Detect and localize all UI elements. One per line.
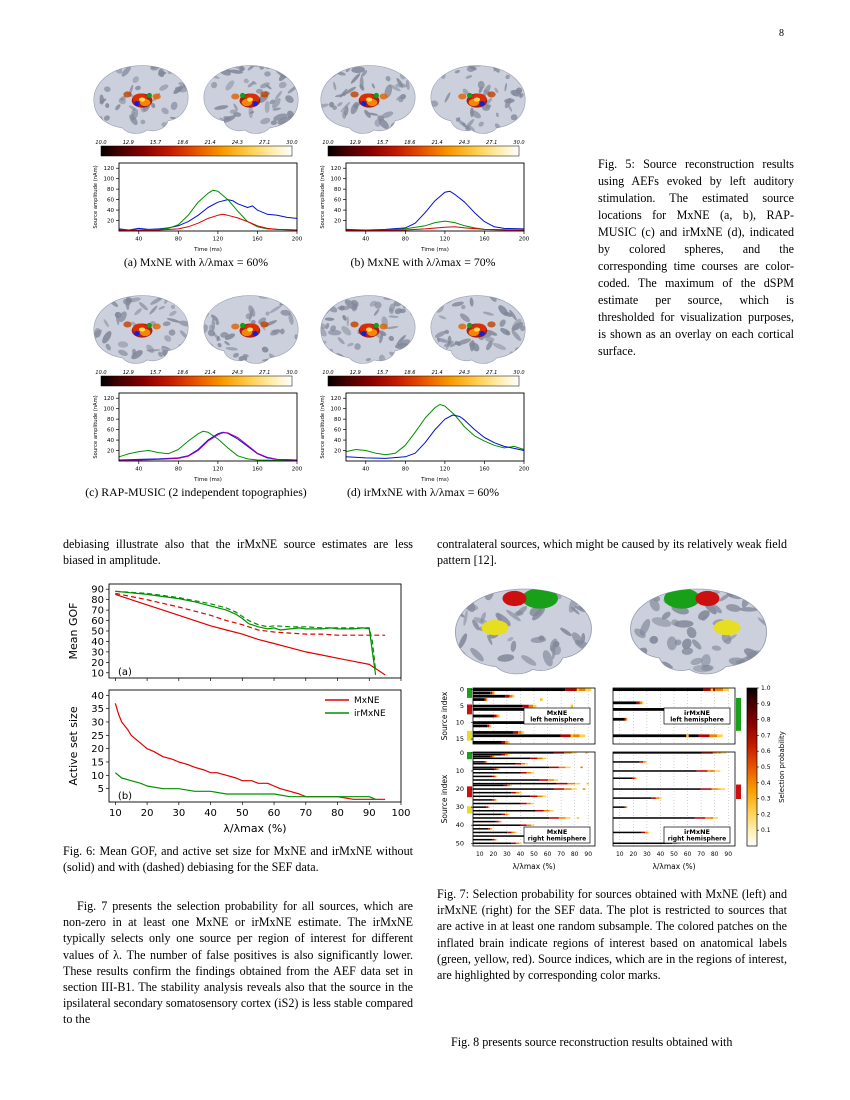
fig6-caption: Fig. 6: Mean GOF, and active set size for MxNE and irMxNE without (solid) and with (dashed) debiasing for the SEF data. — [63, 844, 413, 875]
svg-text:18.6: 18.6 — [176, 370, 188, 376]
svg-text:25: 25 — [91, 730, 104, 742]
svg-text:1.0: 1.0 — [761, 685, 771, 692]
svg-text:90: 90 — [724, 851, 733, 858]
svg-text:40: 40 — [134, 466, 142, 473]
svg-text:80: 80 — [106, 187, 114, 194]
source-time-course-plot — [89, 158, 304, 253]
svg-text:50: 50 — [91, 626, 104, 638]
svg-text:right hemisphere: right hemisphere — [667, 835, 727, 843]
svg-text:λ/λmax (%): λ/λmax (%) — [512, 862, 556, 871]
svg-text:100: 100 — [103, 176, 114, 183]
svg-text:40: 40 — [134, 236, 142, 243]
svg-text:40: 40 — [516, 851, 525, 858]
svg-text:30.0: 30.0 — [285, 140, 298, 146]
svg-text:Selection probability: Selection probability — [778, 731, 786, 803]
svg-text:80: 80 — [91, 595, 104, 607]
svg-text:0.7: 0.7 — [761, 732, 771, 740]
svg-text:5: 5 — [459, 702, 464, 711]
svg-text:0.6: 0.6 — [761, 748, 771, 756]
brain-surface-images — [85, 58, 307, 138]
svg-text:80: 80 — [570, 851, 579, 858]
svg-text:10.0: 10.0 — [94, 370, 107, 376]
svg-text:100: 100 — [103, 406, 114, 413]
svg-text:30: 30 — [643, 851, 651, 858]
source-time-course-plot — [89, 388, 304, 483]
svg-text:0: 0 — [459, 685, 464, 694]
svg-text:MxNE: MxNE — [546, 708, 568, 717]
svg-text:60: 60 — [543, 851, 552, 858]
svg-text:15.7: 15.7 — [149, 140, 161, 146]
svg-text:Source amplitude (nAm): Source amplitude (nAm) — [92, 395, 99, 459]
svg-text:50: 50 — [455, 839, 464, 848]
svg-text:200: 200 — [518, 236, 529, 243]
svg-text:18.6: 18.6 — [403, 370, 415, 376]
svg-text:irMxNE: irMxNE — [684, 708, 710, 717]
svg-text:0.5: 0.5 — [761, 764, 771, 771]
svg-text:120: 120 — [439, 466, 450, 473]
svg-text:10: 10 — [455, 766, 464, 775]
fig5-subfig-d — [312, 288, 534, 500]
svg-text:200: 200 — [291, 236, 302, 243]
svg-text:120: 120 — [212, 466, 223, 473]
svg-text:120: 120 — [330, 166, 341, 173]
svg-text:(b): (b) — [117, 791, 133, 802]
svg-text:15: 15 — [455, 735, 464, 744]
svg-text:60: 60 — [91, 616, 104, 628]
svg-text:10: 10 — [91, 668, 104, 680]
svg-text:60: 60 — [106, 197, 114, 204]
svg-text:27.1: 27.1 — [258, 370, 270, 376]
svg-text:80: 80 — [174, 236, 182, 243]
svg-text:left hemisphere: left hemisphere — [670, 716, 724, 724]
svg-text:Time (ms): Time (ms) — [420, 477, 449, 483]
svg-text:MxNE: MxNE — [546, 827, 568, 836]
svg-text:80: 80 — [710, 851, 719, 858]
svg-text:0.4: 0.4 — [761, 779, 771, 787]
figure-7 — [437, 580, 787, 880]
svg-text:30: 30 — [503, 851, 511, 858]
svg-text:30.0: 30.0 — [285, 370, 298, 376]
svg-text:120: 120 — [103, 166, 114, 173]
svg-text:10.0: 10.0 — [321, 370, 334, 376]
svg-text:120: 120 — [330, 396, 341, 403]
svg-text:10: 10 — [615, 851, 624, 858]
svg-text:60: 60 — [267, 808, 281, 819]
svg-text:12.9: 12.9 — [122, 140, 134, 146]
subfig-d-caption: (d) irMxNE with λ/λmax = 60% — [346, 485, 500, 499]
svg-text:Mean GOF: Mean GOF — [67, 602, 80, 660]
svg-text:40: 40 — [333, 208, 341, 215]
svg-text:Source amplitude (nAm): Source amplitude (nAm) — [92, 165, 99, 229]
svg-text:0: 0 — [459, 748, 464, 757]
svg-text:24.3: 24.3 — [231, 140, 243, 146]
svg-text:0.8: 0.8 — [761, 716, 771, 724]
svg-text:(a): (a) — [118, 667, 132, 678]
right-column-text: contralateral sources, which might be caused by its relatively weak field pattern [12]. — [437, 537, 787, 568]
svg-text:80: 80 — [106, 417, 114, 424]
svg-text:160: 160 — [251, 236, 263, 243]
svg-text:160: 160 — [478, 466, 490, 473]
dspm-colorbar — [89, 368, 304, 388]
svg-text:21.4: 21.4 — [431, 370, 443, 376]
svg-text:12.9: 12.9 — [349, 140, 361, 146]
svg-text:60: 60 — [333, 197, 341, 204]
svg-text:50: 50 — [530, 851, 538, 858]
svg-text:40: 40 — [656, 851, 665, 858]
svg-text:Active set size: Active set size — [67, 706, 80, 786]
svg-text:40: 40 — [106, 438, 114, 445]
svg-text:24.3: 24.3 — [231, 370, 243, 376]
svg-text:70: 70 — [557, 851, 565, 858]
fig5-subfig-a — [85, 58, 307, 270]
svg-text:15: 15 — [91, 757, 104, 769]
svg-text:10.0: 10.0 — [94, 140, 107, 146]
left-column-text: debiasing illustrate also that the irMxNE source estimates are less biased in amplitude. — [63, 537, 413, 568]
svg-text:24.3: 24.3 — [458, 140, 470, 146]
svg-text:30.0: 30.0 — [512, 140, 525, 146]
svg-text:Source index: Source index — [440, 774, 449, 824]
svg-text:20: 20 — [629, 851, 638, 858]
subfig-c-caption: (c) RAP-MUSIC (2 independent topographies) — [85, 485, 307, 499]
fig7-brain-roi-images — [447, 580, 777, 680]
svg-text:120: 120 — [212, 236, 223, 243]
svg-text:90: 90 — [584, 851, 593, 858]
svg-text:120: 120 — [103, 396, 114, 403]
figure-6 — [63, 578, 413, 836]
svg-text:30: 30 — [455, 803, 464, 812]
svg-text:λ/λmax (%): λ/λmax (%) — [652, 862, 696, 871]
fig5-caption: Fig. 5: Source reconstruction results using AEFs evoked by left auditory stimulation. The estimated source locations for MxNE (a, b), RAP-MUSIC (c) and irMxNE (d), indicated by colored spheres, and the corresponding time courses are color-coded. The maximum of the dSPM estimate per source, which is thresholded for visualization purposes, is shown as an overlay on each cortical surface. — [598, 157, 794, 358]
svg-text:80: 80 — [174, 466, 182, 473]
svg-text:100: 100 — [330, 176, 341, 183]
svg-text:120: 120 — [439, 236, 450, 243]
svg-text:20: 20 — [455, 785, 464, 794]
svg-text:0.2: 0.2 — [761, 811, 771, 819]
svg-text:50: 50 — [235, 808, 249, 819]
svg-text:Time (ms): Time (ms) — [420, 247, 449, 253]
svg-text:Time (ms): Time (ms) — [193, 477, 222, 483]
svg-text:5: 5 — [97, 784, 104, 796]
svg-text:15.7: 15.7 — [149, 370, 161, 376]
svg-text:160: 160 — [251, 466, 263, 473]
svg-text:70: 70 — [299, 808, 313, 819]
left-column-paragraph: Fig. 7 presents the selection probability for all sources, which are non-zero in at least one MxNE or irMxNE estimate. The irMxNE typically selects only one source per region of interest for different values of λ. The number of false positives is also significantly lower. These results confirm the findings obtained from the AEF data set in section III-B1. The stability analysis reveals also that the source in the ipsilateral secondary somatosensory cortex (iS2) is less stable compared to the — [63, 899, 413, 1027]
svg-text:70: 70 — [697, 851, 705, 858]
svg-text:10.0: 10.0 — [321, 140, 334, 146]
svg-text:40: 40 — [333, 438, 341, 445]
svg-text:35: 35 — [91, 704, 104, 716]
svg-text:20: 20 — [106, 218, 114, 225]
svg-text:10: 10 — [475, 851, 484, 858]
source-time-course-plot — [316, 158, 531, 253]
svg-text:200: 200 — [518, 466, 529, 473]
svg-text:Source index: Source index — [440, 691, 449, 741]
svg-text:12.9: 12.9 — [122, 370, 134, 376]
svg-text:40: 40 — [361, 466, 369, 473]
svg-text:20: 20 — [140, 808, 154, 819]
svg-text:30: 30 — [91, 647, 104, 659]
svg-text:21.4: 21.4 — [204, 370, 216, 376]
svg-text:MxNE: MxNE — [354, 696, 380, 706]
svg-text:irMxNE: irMxNE — [354, 709, 386, 719]
subfig-b-caption: (b) MxNE with λ/λmax = 70% — [350, 255, 496, 269]
svg-text:21.4: 21.4 — [431, 140, 443, 146]
svg-text:100: 100 — [391, 808, 411, 819]
dspm-colorbar — [89, 138, 304, 158]
svg-text:20: 20 — [489, 851, 498, 858]
svg-text:40: 40 — [91, 690, 104, 702]
svg-text:0.9: 0.9 — [761, 700, 771, 708]
svg-text:70: 70 — [91, 605, 104, 617]
fig7-selection-probability-chart — [437, 684, 787, 880]
svg-text:40: 40 — [361, 236, 369, 243]
svg-text:30: 30 — [91, 717, 104, 729]
svg-text:80: 80 — [333, 187, 341, 194]
svg-text:27.1: 27.1 — [485, 140, 497, 146]
svg-text:10: 10 — [108, 808, 122, 819]
svg-text:40: 40 — [91, 636, 104, 648]
svg-text:20: 20 — [91, 657, 104, 669]
brain-surface-images — [85, 288, 307, 368]
svg-text:20: 20 — [91, 744, 104, 756]
svg-text:40: 40 — [204, 808, 217, 819]
svg-text:100: 100 — [330, 406, 341, 413]
svg-text:Source amplitude (nAm): Source amplitude (nAm) — [319, 395, 326, 459]
right-column-paragraph: Fig. 8 presents source reconstruction results obtained with — [451, 1035, 733, 1049]
svg-text:24.3: 24.3 — [458, 370, 470, 376]
fig6-gof-activeset-chart — [63, 578, 413, 836]
svg-text:90: 90 — [91, 584, 104, 596]
svg-text:irMxNE: irMxNE — [684, 827, 710, 836]
svg-text:Time (ms): Time (ms) — [193, 247, 222, 253]
dspm-colorbar — [316, 368, 531, 388]
svg-text:15.7: 15.7 — [376, 140, 388, 146]
svg-text:30: 30 — [172, 808, 186, 819]
svg-text:left hemisphere: left hemisphere — [530, 716, 584, 724]
svg-text:20: 20 — [106, 448, 114, 455]
svg-text:10: 10 — [91, 770, 104, 782]
fig5-subfig-b — [312, 58, 534, 270]
svg-text:80: 80 — [333, 417, 341, 424]
svg-text:10: 10 — [455, 718, 464, 727]
dspm-colorbar — [316, 138, 531, 158]
page-number: 8 — [779, 28, 784, 39]
svg-text:40: 40 — [106, 208, 114, 215]
svg-text:λ/λmax (%): λ/λmax (%) — [223, 822, 287, 835]
svg-text:12.9: 12.9 — [349, 370, 361, 376]
fig7-caption: Fig. 7: Selection probability for sources obtained with MxNE (left) and irMxNE (right) for the SEF data. The plot is restricted to sources that are active in at least one random subsample. The colored patches on the inflated brain indicate regions of interest based on anatomical labels (green, yellow, red). Source indices, which are in the regions of interest, are highlighted by corresponding color marks. — [437, 887, 787, 983]
svg-text:27.1: 27.1 — [258, 140, 270, 146]
source-time-course-plot — [316, 388, 531, 483]
svg-text:40: 40 — [455, 821, 464, 830]
svg-text:15.7: 15.7 — [376, 370, 388, 376]
svg-text:200: 200 — [291, 466, 302, 473]
svg-text:0.1: 0.1 — [761, 827, 771, 835]
svg-text:27.1: 27.1 — [485, 370, 497, 376]
svg-text:right hemisphere: right hemisphere — [527, 835, 587, 843]
svg-text:Source amplitude (nAm): Source amplitude (nAm) — [319, 165, 326, 229]
svg-text:160: 160 — [478, 236, 490, 243]
svg-text:80: 80 — [401, 236, 409, 243]
brain-surface-images — [312, 58, 534, 138]
svg-text:21.4: 21.4 — [204, 140, 216, 146]
subfig-a-caption: (a) MxNE with λ/λmax = 60% — [123, 255, 269, 269]
svg-text:80: 80 — [331, 808, 344, 819]
svg-text:90: 90 — [362, 808, 376, 819]
svg-text:20: 20 — [333, 218, 341, 225]
svg-text:20: 20 — [333, 448, 341, 455]
svg-text:0.3: 0.3 — [761, 795, 771, 803]
svg-text:60: 60 — [333, 427, 341, 434]
fig5-subfig-c — [85, 288, 307, 500]
brain-surface-images — [312, 288, 534, 368]
svg-text:60: 60 — [106, 427, 114, 434]
svg-text:80: 80 — [401, 466, 409, 473]
svg-text:50: 50 — [670, 851, 678, 858]
svg-text:30.0: 30.0 — [512, 370, 525, 376]
svg-text:18.6: 18.6 — [403, 140, 415, 146]
svg-text:60: 60 — [683, 851, 692, 858]
svg-text:18.6: 18.6 — [176, 140, 188, 146]
